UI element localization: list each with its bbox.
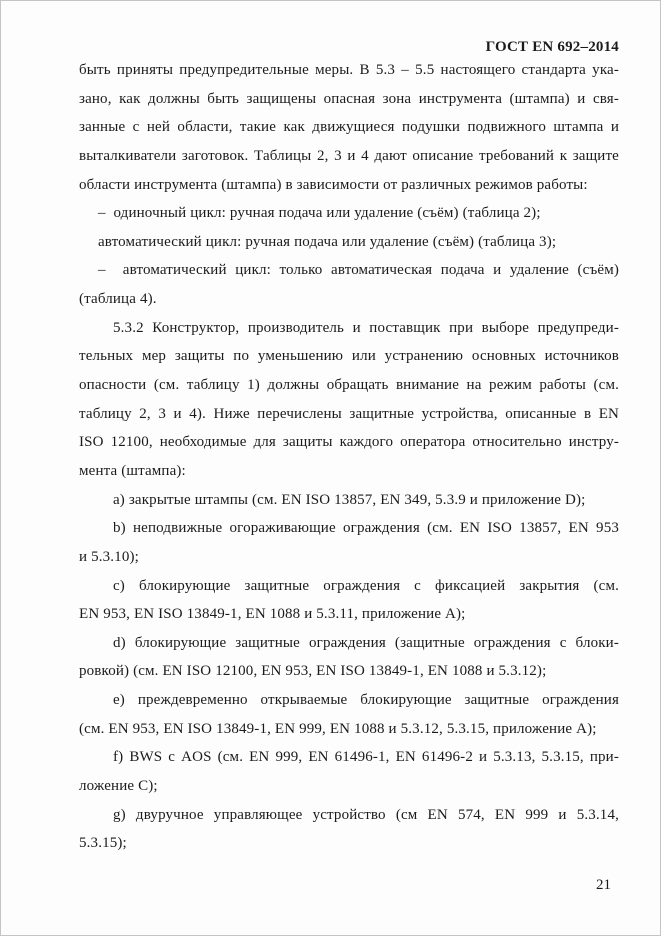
text-line: 5.3.15);: [79, 835, 127, 852]
text-line: зано, как должны быть защищены опасная зона инструмента (штампа) и свя-: [79, 90, 619, 107]
list-item-line: e) преждевременно открываемые блокирующие защитные ограждения: [113, 692, 619, 709]
list-item-line: автоматический цикл: ручная подача или удаление (съём) (таблица 3);: [98, 233, 557, 250]
list-item-line: c) блокирующие защитные ограждения с фиксацией закрытия (см.: [113, 577, 619, 594]
text-line: 5.3.2 Конструктор, производитель и поставщик при выборе предупреди-: [113, 319, 619, 336]
text-line: (см. EN 953, EN ISO 13849-1, EN 999, EN 1088 и 5.3.12, 5.3.15, приложение A);: [79, 720, 597, 737]
text-line: (таблица 4).: [79, 291, 157, 308]
text-line: ложение C);: [79, 778, 158, 795]
list-item-line: a) закрытые штампы (см. EN ISO 13857, EN 349, 5.3.9 и приложение D);: [113, 491, 586, 508]
text-line: EN 953, EN ISO 13849-1, EN 1088 и 5.3.11, приложение A);: [79, 606, 466, 623]
text-line: быть приняты предупредительные меры. В 5.3 – 5.5 настоящего стандарта ука-: [79, 62, 619, 78]
list-item-line: f) BWS с AOS (см. EN 999, EN 61496-1, EN 61496-2 и 5.3.13, 5.3.15, при-: [113, 749, 619, 766]
text-line: мента (штампа):: [79, 462, 186, 479]
text-line: области инструмента (штампа) в зависимости от различных режимов работы:: [79, 176, 588, 193]
text-line: ISO 12100, необходимые для защиты каждого оператора относительно инстру-: [79, 434, 619, 451]
text-line: тельных мер защиты по уменьшению или устранению основных источников: [79, 348, 619, 365]
list-item-line: – одиночный цикл: ручная подача или удаление (съём) (таблица 2);: [98, 205, 541, 222]
list-item-line: g) двуручное управляющее устройство (см EN 574, EN 999 и 5.3.14,: [113, 806, 619, 823]
text-line: и 5.3.10);: [79, 548, 139, 565]
list-item-line: d) блокирующие защитные ограждения (защитные ограждения с блоки-: [113, 634, 619, 651]
text-line: опасности (см. таблицу 1) должны обращать внимание на режим работы (см.: [79, 377, 619, 394]
text-line: ровкой) (см. EN ISO 12100, EN 953, EN ISO 13849-1, EN 1088 и 5.3.12);: [79, 663, 547, 680]
document-body: [79, 56, 619, 858]
list-item-line: b) неподвижные огораживающие ограждения (см. EN ISO 13857, EN 953: [113, 520, 619, 537]
text-line: занные с ней области, такие как движущиеся подушки подвижного штампа и: [79, 119, 619, 136]
document-code-header: ГОСТ EN 692–2014: [485, 39, 619, 55]
list-item-line: – автоматический цикл: только автоматическая подача и удаление (съём): [98, 262, 619, 279]
text-line: выталкиватели заготовок. Таблицы 2, 3 и 4 дают описание требований к защите: [79, 147, 619, 164]
page-number: 21: [596, 877, 611, 893]
text-line: таблицу 2, 3 и 4). Ниже перечислены защитные устройства, описанные в EN: [79, 405, 619, 422]
